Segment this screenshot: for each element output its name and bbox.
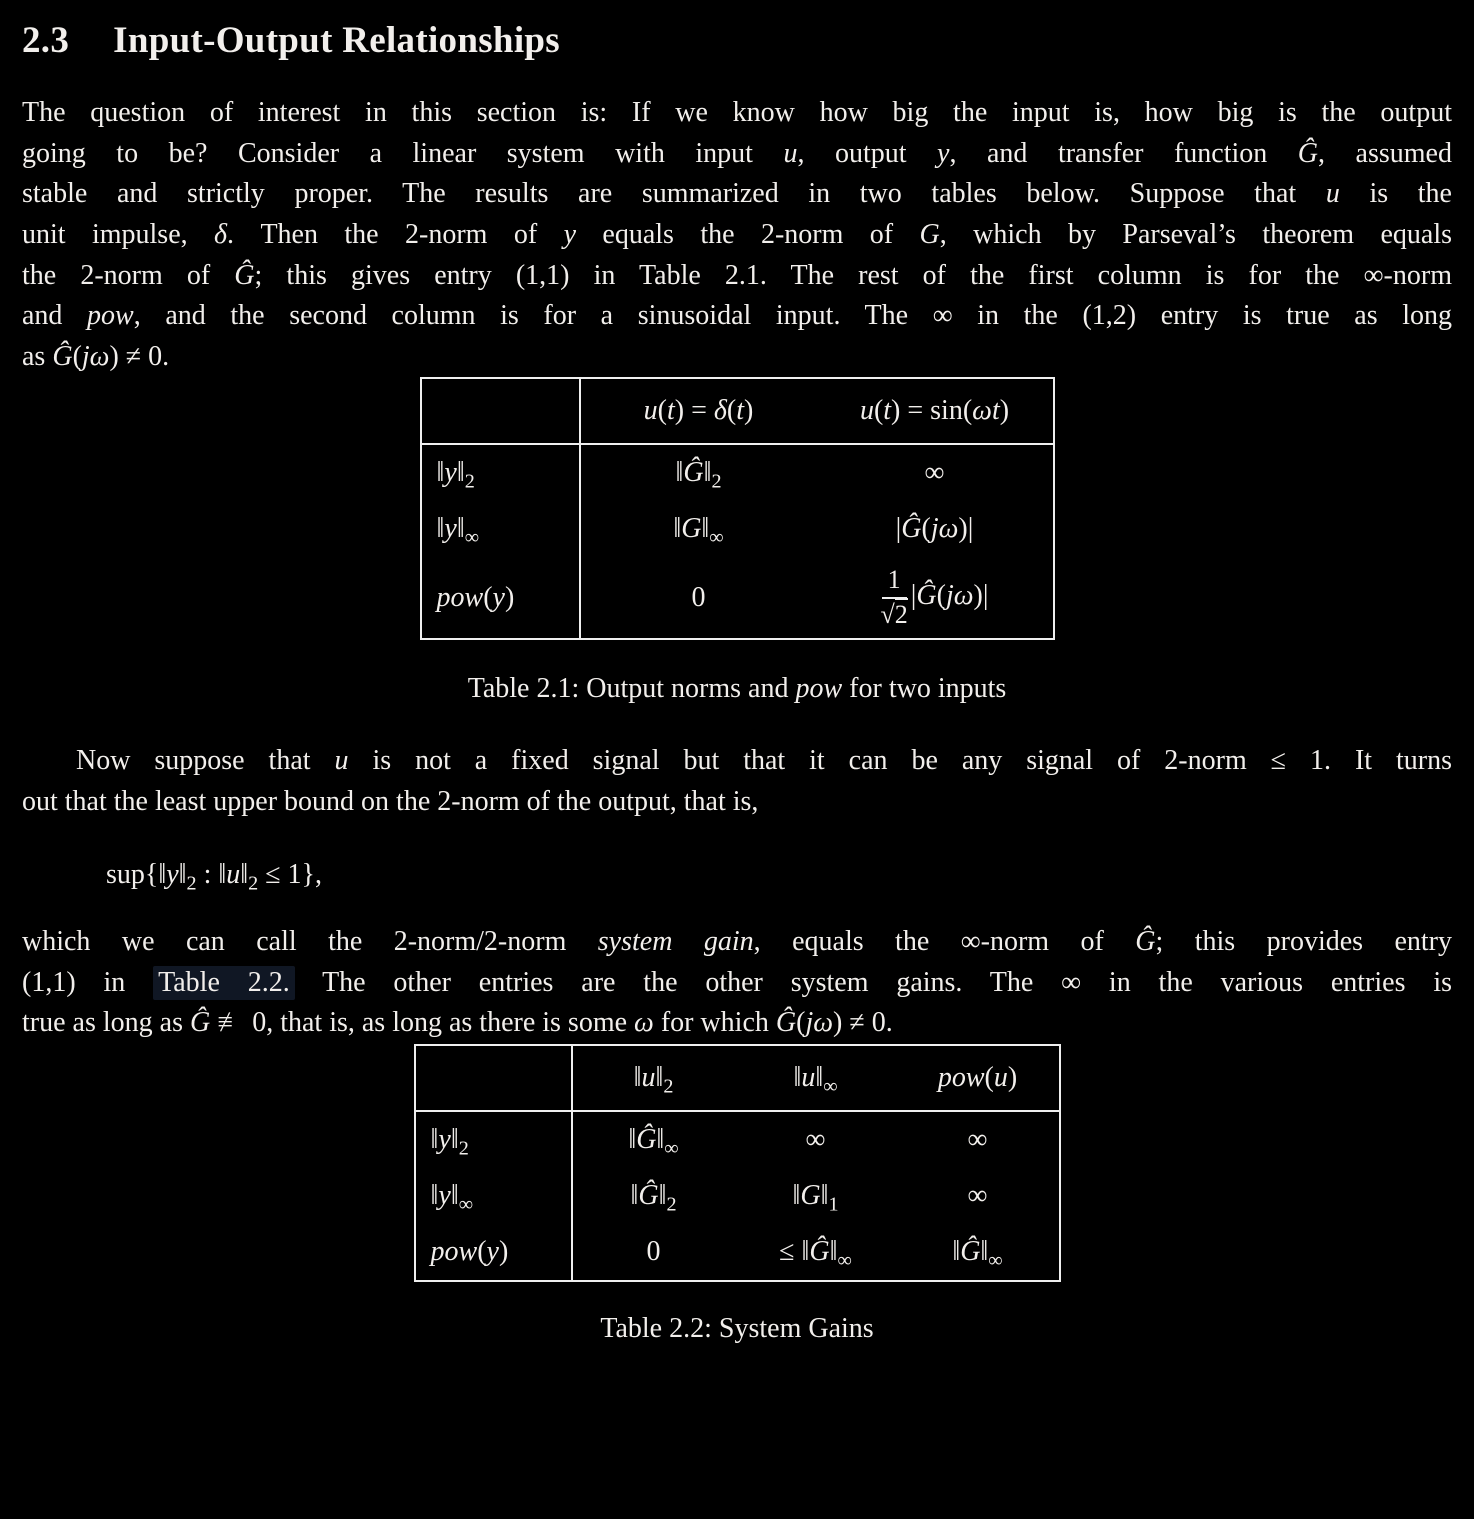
table1-col-header-impulse: u(t) = δ(t) xyxy=(580,378,817,444)
text-line: unit impulse, δ. Then the 2-norm of y equals the 2-norm of G, which by Parseval’s theorem equals xyxy=(22,219,1452,251)
table-cell: $‖Ĝ‖_2$ xyxy=(630,1179,677,1216)
text-line: and pow, and the second column is for a sinusoidal input. The ∞ in the (1,2) entry is true as long xyxy=(22,300,1452,332)
table-cell: $‖G‖_1$ xyxy=(792,1179,839,1216)
table-cell: |Ĝ(jω)| xyxy=(895,513,974,545)
table-cell: ∞ xyxy=(805,1123,826,1155)
table-2-1-caption: Table 2.1: Output norms and pow for two inputs xyxy=(467,673,1007,705)
text-line: Now suppose that u is not a fixed signal but that it can be any signal of 2-norm ≤ 1. It turns xyxy=(76,745,1452,777)
table2-col-header-powu: pow(u) xyxy=(897,1045,1060,1111)
table2-col-header-u2: $‖u‖_2$ xyxy=(572,1045,735,1111)
section-heading xyxy=(22,18,1452,64)
section-title: Input-Output Relationships xyxy=(113,20,560,61)
table-row xyxy=(415,1224,1060,1281)
paragraph-intro xyxy=(22,93,1452,377)
table-cell: $‖Ĝ‖_\infty$ xyxy=(628,1123,679,1160)
table2-col-header-uinf: $‖u‖_\infty$ xyxy=(735,1045,897,1111)
table-row xyxy=(421,444,1054,501)
table1-corner-cell xyxy=(421,378,580,444)
table-2-2-link[interactable]: Table 2.2. xyxy=(153,966,295,1000)
text-line: the 2-norm of Ĝ; this gives entry (1,1) in Table 2.1. The rest of the first column is for the ∞-norm xyxy=(22,259,1452,291)
row-label: $‖y‖_\infty$ xyxy=(421,501,580,557)
table-cell: ≤ $‖Ĝ‖_\infty$ xyxy=(779,1235,852,1272)
table-cell: 0 xyxy=(646,1235,661,1267)
table-cell: 0 xyxy=(691,581,706,613)
text-line: (1,1) in Table 2.2. The other entries are the other system gains. The ∞ in the various entries is xyxy=(22,966,1452,998)
table-cell: $‖G‖_\infty$ xyxy=(673,513,724,549)
table1-col-header-sinusoid: u(t) = sin(ωt) xyxy=(817,378,1054,444)
table-system-gains xyxy=(414,1044,1061,1282)
row-label: $‖y‖_2$ xyxy=(415,1111,572,1168)
text-line: which we can call the 2-norm/2-norm system gain, equals the ∞-norm of Ĝ; this provides entry xyxy=(22,926,1453,958)
table-cell: $\frac{1}{√2}$ |Ĝ(jω)| xyxy=(880,565,989,630)
table-cell: $‖Ĝ‖_\infty$ xyxy=(952,1235,1003,1272)
row-label: pow(y) xyxy=(415,1224,572,1281)
table-cell: ∞ xyxy=(924,457,945,489)
row-label: $‖y‖_2$ xyxy=(421,444,580,501)
text-line: out that the least upper bound on the 2-norm of the output, that is, xyxy=(22,786,759,817)
text-line: as Ĝ(jω) ≠ 0. xyxy=(22,340,170,372)
equation-sup-norm: $sup\{‖y‖_2$ : $‖u‖_2 \le 1$}, xyxy=(106,858,322,895)
table-row xyxy=(415,1168,1060,1224)
table-cell: $‖Ĝ‖_2$ xyxy=(675,457,722,493)
row-label: pow(y) xyxy=(421,557,580,639)
text-line: stable and strictly proper. The results are summarized in two tables below. Suppose that u is the xyxy=(22,178,1452,210)
table2-corner-cell xyxy=(415,1045,572,1111)
paragraph-system-gain xyxy=(22,922,1452,1044)
table-row xyxy=(421,378,1054,444)
row-label: $‖y‖_\infty$ xyxy=(415,1168,572,1224)
section-number: 2.3 xyxy=(22,20,70,61)
table-row xyxy=(421,557,1054,639)
table-row xyxy=(421,501,1054,557)
table-cell: ∞ xyxy=(967,1179,988,1211)
table-row xyxy=(415,1045,1060,1111)
table-2-2-caption: Table 2.2: System Gains xyxy=(600,1312,874,1344)
table-output-norms xyxy=(420,377,1055,640)
text-line: The question of interest in this section is: If we know how big the input is, how big is the output xyxy=(22,97,1452,129)
text-line: going to be? Consider a linear system with input u, output y, and transfer function Ĝ, assumed xyxy=(22,137,1452,169)
table-row xyxy=(415,1111,1060,1168)
paragraph-signal-bound xyxy=(22,741,1452,822)
text-line: true as long as Ĝ ≢ 0, that is, as long as there is some ω for which Ĝ(jω) ≠ 0. xyxy=(22,1007,893,1039)
table-cell: ∞ xyxy=(967,1123,988,1155)
